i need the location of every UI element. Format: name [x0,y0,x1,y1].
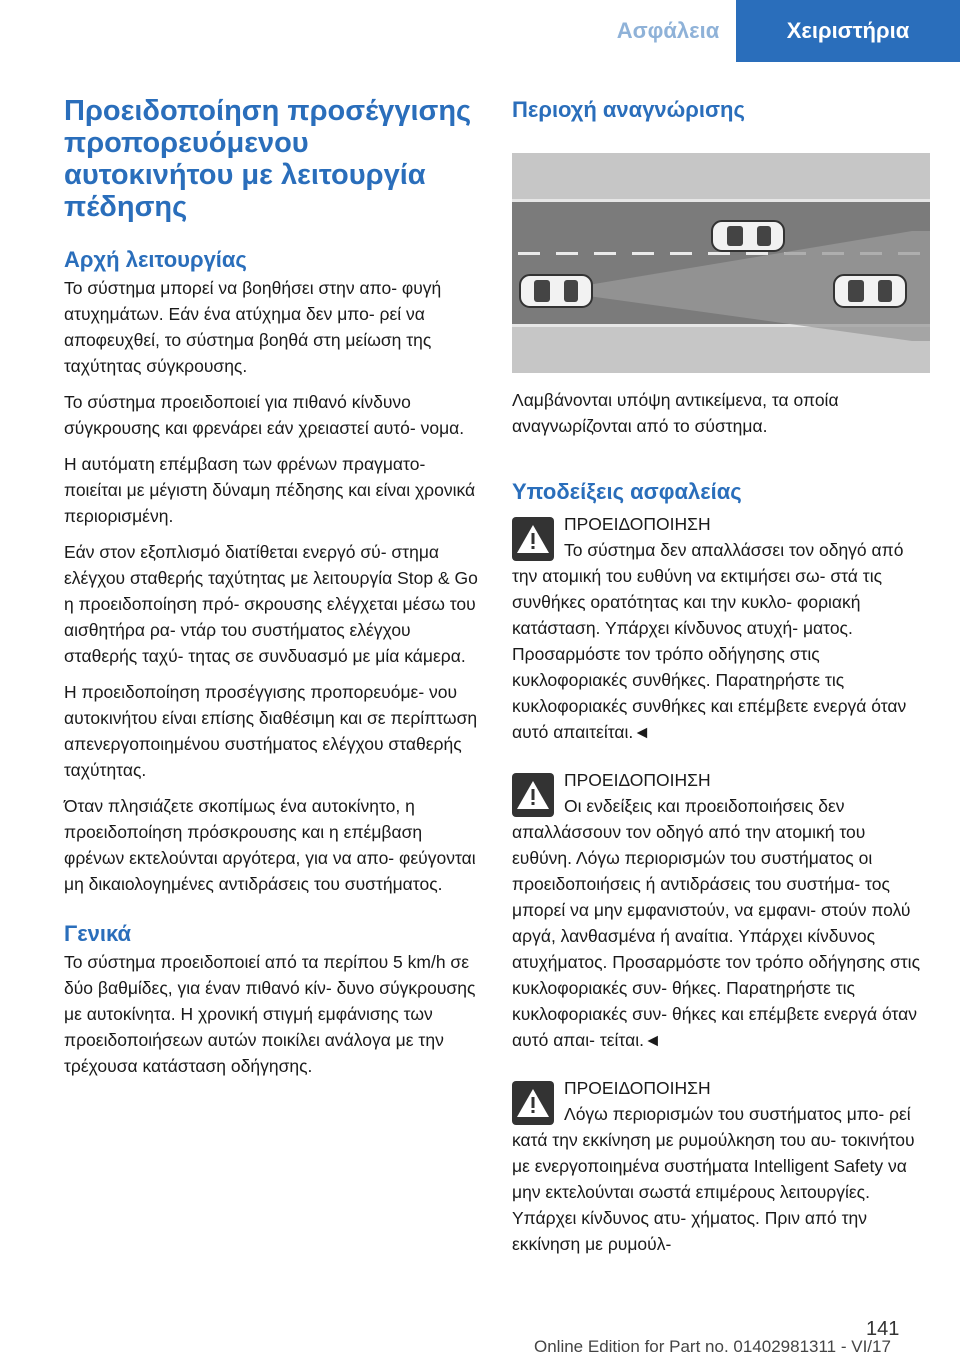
warning-label: ΠΡΟΕΙΔΟΠΟΙΗΣΗ [564,1078,711,1098]
paragraph: Η προειδοποίηση προσέγγισης προπορευόμε- νου αυτοκινήτου είναι επίσης διαθέσιμη και σε περίπτωση απενεργοποιημένου συστήματος ελέγχου σταθερής ταχύτητας. [64,682,478,780]
edition-footer: Online Edition for Part no. 01402981311 - VI/17 [534,1337,891,1356]
left-column [64,95,480,1079]
header-bar [0,0,960,62]
page-number: 141 [866,1318,900,1340]
right-column [512,95,930,1257]
car-own [520,275,592,307]
warning-block [512,767,930,1053]
paragraph: Όταν πλησιάζετε σκοπίμως ένα αυτοκίνητο, η προειδοποίηση πρόσκρουσης και η επέμβαση φρένων εκτελούνται αργότερα, για να απο- φεύγονται μη δικαιολογημένες αντιδράσεις του συστήματος. [64,796,476,894]
warning-text: Οι ενδείξεις και προειδοποιήσεις δεν απαλλάσσουν τον οδηγό από την ατομική του ευθύνη. Λόγω περιορισμών του συστήματος οι προειδοποιήσεις ή αντιδράσεις του συστήμα- τος μπορεί να μην εμφανιστούν, να εμφανι- στούν πολύ αργά, λανθασμένα ή αναίτια. Υπάρχει κίνδυνος ατυχήματος. Προσαρμόστε τον τρόπο οδήγησης στις κυκλοφοριακές συν- θήκες. Παρατηρήστε τις κυκλοφοριακές συν- θήκες και επέμβετε ενεργά όταν αυτό απαι- τείται.◄ [512,796,921,1050]
detection-area-figure [512,153,930,373]
figure-caption: Λαμβάνονται υπόψη αντικείμενα, τα οποία αναγνωρίζονται από το σύστημα. [512,390,839,436]
warning-triangle-icon [512,517,554,561]
detection-heading: Περιοχή αναγνώρισης [512,97,745,122]
warning-label: ΠΡΟΕΙΔΟΠΟΙΗΣΗ [564,770,711,790]
warning-block [512,1075,930,1257]
warning-text: Λόγω περιορισμών του συστήματος μπο- ρεί κατά την εκκίνηση με ρυμούλκηση του αυ- τοκινήτου με ενεργοποιημένα συστήματα Intelligent Safety να μην εκτελούνται σωστά επιμέρους λειτουργίες. Υπάρχει κίνδυνος ατυ- χήματος. Πριν από την εκκίνηση με ρυμούλ- [512,1104,915,1254]
paragraph: Το σύστημα μπορεί να βοηθήσει στην απο- φυγή ατυχημάτων. Εάν ένα ατύχημα δεν μπο- ρεί να αποφευχθεί, το σύστημα βοηθά στη μείωση της ταχύτητας σύγκρουσης. [64,278,442,376]
tab-controls[interactable]: Χειριστήρια [736,0,960,62]
tab-safety[interactable]: Ασφάλεια [616,18,720,43]
road-illustration [512,153,930,373]
warning-triangle-icon [512,1081,554,1125]
warning-triangle-icon [512,773,554,817]
warning-label: ΠΡΟΕΙΔΟΠΟΙΗΣΗ [564,514,711,534]
paragraph: Το σύστημα προειδοποιεί από τα περίπου 5 km/h σε δύο βαθμίδες, για έναν πιθανό κίν- δυνο σύγκρουσης με αυτοκίνητα. Η χρονική στιγμή εμφάνισης των προειδοποιήσεων αυτών ποικίλει ανάλογα με την τρέχουσα κατάσταση οδήγησης. [64,952,476,1076]
safety-heading: Υποδείξεις ασφαλείας [512,479,742,504]
general-heading: Γενικά [64,921,132,946]
paragraph: Το σύστημα προειδοποιεί για πιθανό κίνδυνο σύγκρουσης και φρενάρει εάν χρειαστεί αυτό- νομα. [64,392,465,438]
paragraph: Η αυτόματη επέμβαση των φρένων πραγματο- ποιείται με μέγιστη δύναμη πέδησης και είναι χρονικά περιορισμένη. [64,454,476,526]
principle-heading: Αρχή λειτουργίας [64,247,247,272]
warning-block [512,511,930,745]
paragraph: Εάν στον εξοπλισμό διατίθεται ενεργό σύ- στημα ελέγχου σταθερής ταχύτητας με λειτουργία Stop & Go η προειδοποίηση πρό- σκρουσης ελέγχεται μέσω του αισθητήρα ρα- ντάρ του συστήματος ελέγχου σταθερής ταχύ- τητας σε συνδυασμό με μία κάμερα. [64,542,478,666]
section-title: Προειδοποίηση προσέγγισης προπορευόμενου αυτοκινήτου με λειτουργία πέδησης [64,95,472,223]
car-lead-top [712,221,784,251]
warning-text: Το σύστημα δεν απαλλάσσει τον οδηγό από την ατομική του ευθύνη να εκτιμήσει σω- στά τις συνθήκες ορατότητας και την κυκλο- φοριακή κατάσταση. Υπάρχει κίνδυνος ατυχή- ματος. Προσαρμόστε τον τρόπο οδήγησης στις κυκλοφοριακές συνθήκες. Παρατηρήστε τις κυκλοφοριακές συνθήκες και επέμβετε ενεργά όταν αυτό απαιτείται.◄ [512,540,907,742]
car-lead-front [834,275,906,307]
